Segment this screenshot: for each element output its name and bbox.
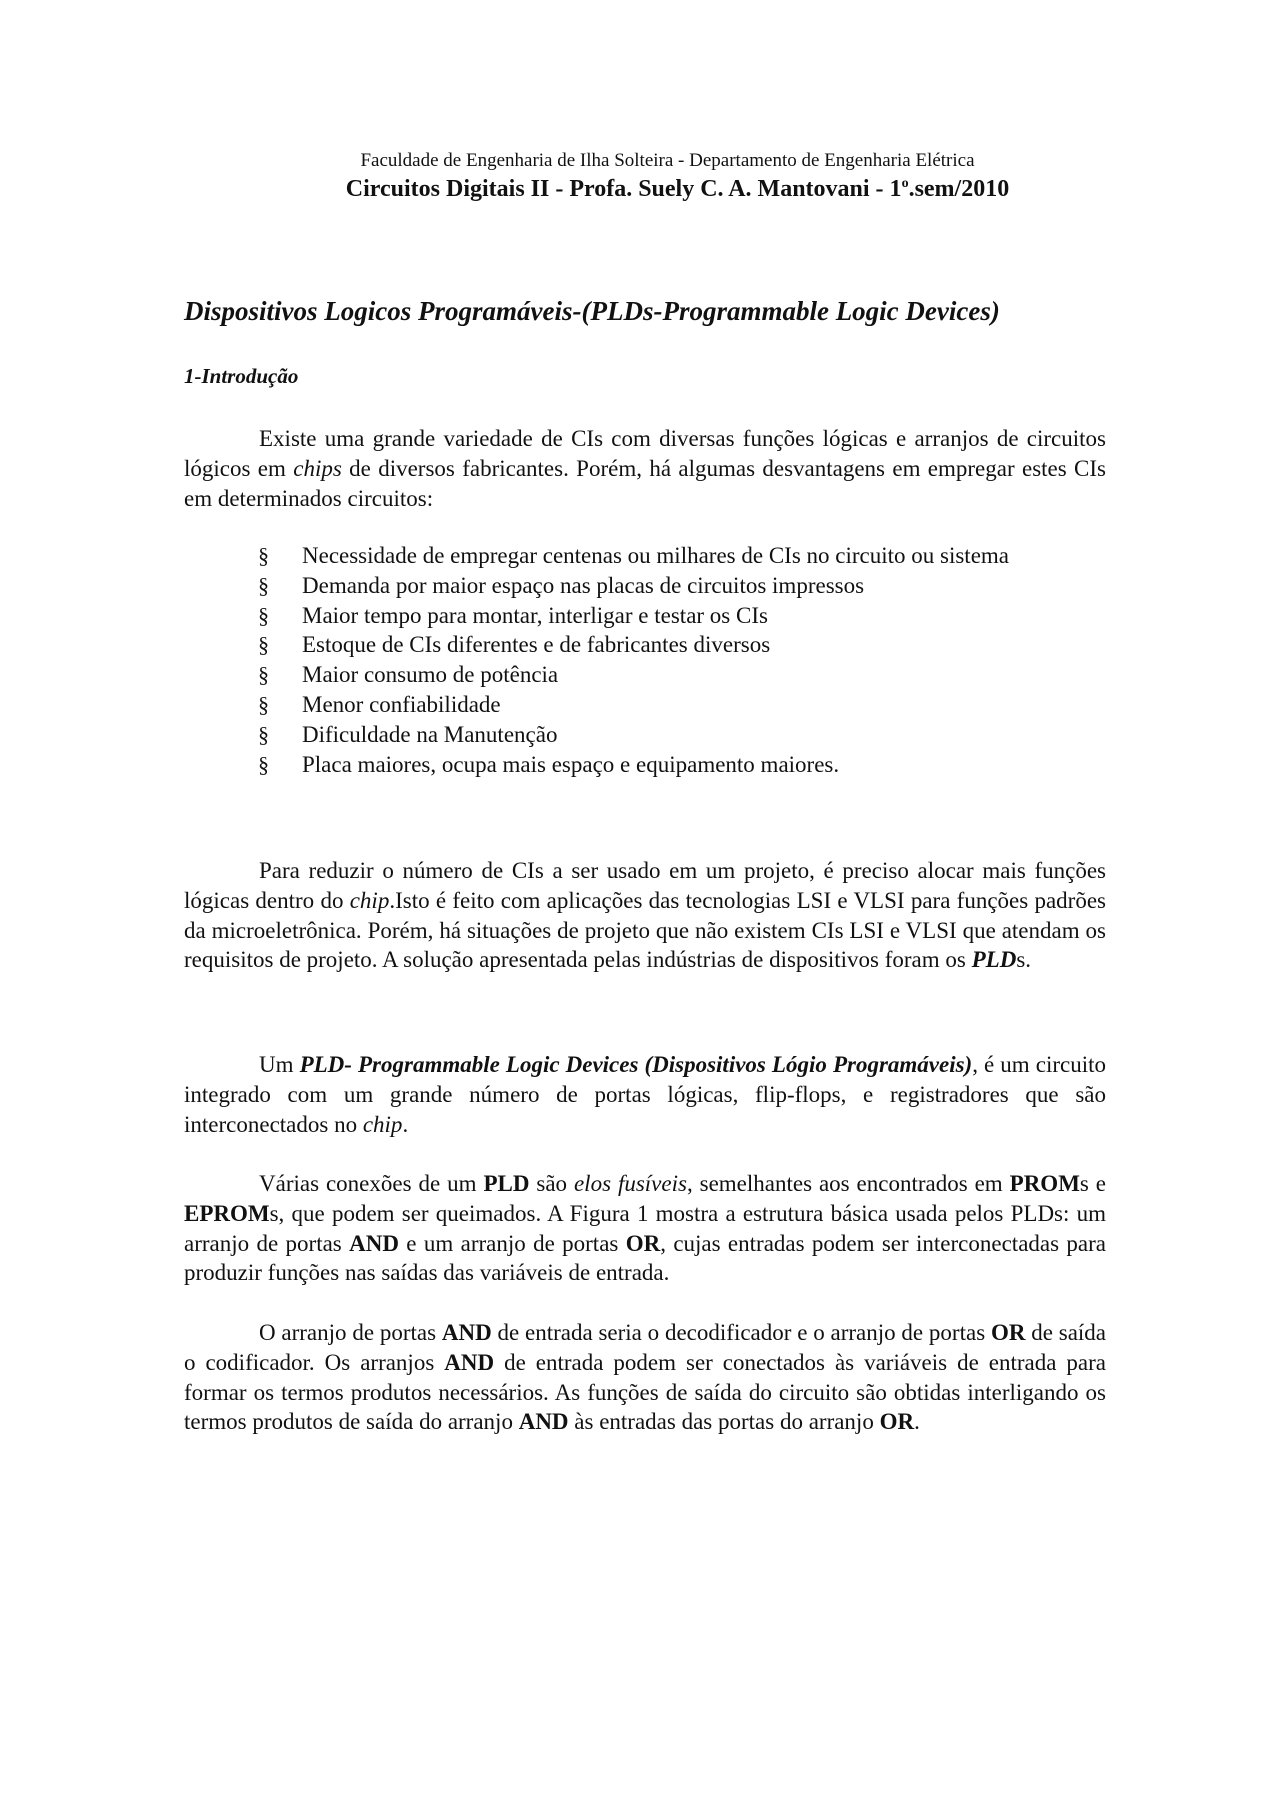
text-run: de saída o codificador. Os arranjos	[184, 1320, 1106, 1375]
text-run: de diversos fabricantes. Porém, há algumas desvantagens em empregar estes CIs em determinados circuitos:	[184, 455, 1106, 511]
paragraph-intro	[184, 424, 1106, 513]
text-run-bold-italic: PLD- Programmable Logic Devices (Dispositivos Lógio Programáveis)	[299, 1052, 973, 1077]
list-item	[258, 630, 1009, 660]
list-item	[258, 690, 1009, 720]
text-run: , é um circuito integrado com um grande número de portas lógicas, flip-flops, e registradores que são interconectados no	[184, 1052, 1106, 1137]
list-item-text: Menor confiabilidade	[302, 691, 501, 717]
text-run-bold: OR	[879, 1409, 915, 1435]
list-item	[258, 601, 1009, 631]
list-item	[258, 720, 1009, 750]
document-title: Dispositivos Logicos Programáveis-(PLDs-Programmable Logic Devices)	[184, 296, 1000, 326]
text-run: e um arranjo de portas	[398, 1230, 626, 1256]
text-run: de entrada podem ser conectados às variáveis de entrada para formar os termos produtos necessários. As funções de saída do circuito são obtidas interligando os termos produtos de saída do arranjo	[184, 1349, 1107, 1435]
list-item-text: Maior tempo para montar, interligar e testar os CIs	[302, 602, 768, 628]
text-run-bold: EPROM	[184, 1200, 270, 1226]
disadvantages-list	[258, 541, 1009, 779]
text-run-bold: OR	[990, 1320, 1026, 1345]
list-item-text: Placa maiores, ocupa mais espaço e equipamento maiores.	[302, 751, 840, 777]
list-item-text: Maior consumo de potência	[302, 662, 559, 688]
paragraph-and-or-arrays	[184, 1318, 1106, 1437]
text-run-italic: chip	[362, 1111, 403, 1137]
text-run-bold: AND	[349, 1230, 399, 1256]
section-sign-bullet: §	[258, 602, 269, 628]
list-item	[258, 660, 1009, 690]
text-run: Existe uma grande variedade de CIs com diversas funções lógicas e arranjos de circuitos lógicos em	[184, 426, 1106, 481]
text-run: .	[402, 1111, 409, 1137]
text-run-italic: chip	[349, 887, 390, 913]
section-sign-bullet: §	[258, 543, 269, 568]
text-run: Um	[259, 1052, 300, 1077]
text-run-bold-italic: PLD	[971, 947, 1017, 973]
list-item	[258, 541, 1009, 571]
list-item-text: Demanda por maior espaço nas placas de circuitos impressos	[302, 572, 865, 598]
text-run-bold: AND	[441, 1320, 492, 1345]
list-item-text: Dificuldade na Manutenção	[302, 721, 558, 747]
section-sign-bullet: §	[258, 751, 269, 777]
text-run-bold: PLD	[483, 1171, 530, 1196]
list-item-text: Estoque de CIs diferentes e de fabricantes diversos	[302, 632, 771, 658]
section-sign-bullet: §	[258, 721, 269, 747]
section-heading: 1-Introdução	[184, 364, 299, 388]
list-item	[258, 750, 1009, 780]
text-run: Para reduzir o número de CIs a ser usado em um projeto, é preciso alocar mais funções lógicas dentro do	[184, 858, 1106, 913]
text-run: às entradas das portas do arranjo	[568, 1409, 880, 1435]
course-header-text: Circuitos Digitais II - Profa. Suely C. A. Mantovani - 1	[345, 176, 902, 202]
text-run: são	[529, 1171, 574, 1196]
text-run-italic: elos fusíveis	[573, 1171, 687, 1196]
list-item-text: Necessidade de empregar centenas ou milhares de CIs no circuito ou sistema	[302, 543, 1010, 568]
text-run: .Isto é feito com aplicações das tecnologias LSI e VLSI para funções padrões da microeletrônica. Porém, há situações de projeto que não existem CIs LSI e VLSI que atendam os requisitos de projeto. A solução apresentada pelas indústrias de dispositivos foram os	[184, 887, 1106, 973]
text-run: , cujas entradas podem ser interconectadas para produzir funções nas saídas das variáveis de entrada.	[184, 1230, 1106, 1286]
text-run: de entrada seria o decodificador e o arranjo de portas	[491, 1320, 991, 1345]
text-run: s e	[1079, 1171, 1106, 1196]
paragraph-pld-definition	[184, 1050, 1106, 1139]
text-run: Várias conexões de um	[259, 1171, 484, 1196]
course-header	[0, 176, 1280, 203]
paragraph-fuse-links	[184, 1169, 1106, 1288]
text-run-bold: PROM	[1009, 1171, 1080, 1196]
text-run-bold: AND	[444, 1349, 495, 1375]
text-run-bold: OR	[625, 1230, 661, 1256]
text-run: .	[914, 1409, 920, 1435]
text-run: s, que podem ser queimados. A Figura 1 mostra a estrutura básica usada pelos PLDs: um arranjo de portas	[184, 1200, 1106, 1256]
paragraph-reduce-cis	[184, 856, 1106, 975]
text-run: O arranjo de portas	[259, 1320, 442, 1345]
institution-header: Faculdade de Engenharia de Ilha Solteira - Departamento de Engenharia Elétrica	[360, 150, 975, 171]
section-sign-bullet: §	[258, 691, 269, 717]
text-run: , semelhantes aos encontrados em	[686, 1171, 1010, 1196]
text-run: s.	[1016, 947, 1032, 973]
list-item	[258, 571, 1009, 601]
ordinal-superscript: o	[901, 176, 909, 191]
section-sign-bullet: §	[258, 572, 269, 598]
course-header-semester: .sem/2010	[908, 176, 1010, 202]
text-run-italic: chips	[293, 455, 342, 481]
section-sign-bullet: §	[258, 662, 269, 688]
section-sign-bullet: §	[258, 632, 269, 658]
text-run-bold: AND	[518, 1409, 569, 1435]
